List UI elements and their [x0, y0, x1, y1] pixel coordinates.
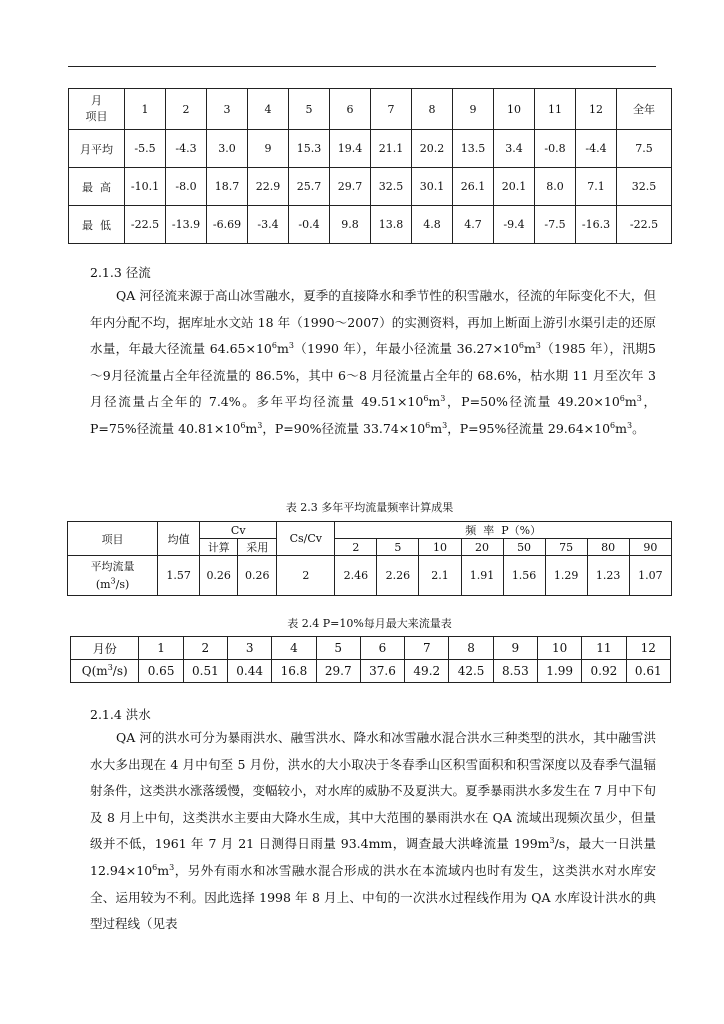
- table-header-row: [69, 89, 672, 130]
- table-cell: 9: [248, 130, 289, 168]
- text-span: (m: [95, 577, 111, 591]
- text-span: m: [523, 341, 536, 357]
- superscript: 3: [169, 862, 175, 872]
- table-cell: -0.4: [289, 206, 330, 244]
- section-heading-flood: 2.1.4 洪水: [90, 707, 151, 722]
- superscript: 6: [152, 862, 158, 872]
- text-span: m: [624, 394, 637, 410]
- table-cell: 1.07: [629, 556, 671, 596]
- month-header: 2: [166, 89, 207, 130]
- superscript: 3: [626, 420, 633, 430]
- superscript: 3: [110, 575, 116, 585]
- table-cell: 26.1: [453, 168, 494, 206]
- table-cell: 49.2: [405, 660, 449, 683]
- month-header: 4: [272, 637, 316, 660]
- table-cell: 13.8: [371, 206, 412, 244]
- table-cell: 18.7: [207, 168, 248, 206]
- table-cell: 0.44: [228, 660, 272, 683]
- superscript: 3: [535, 341, 541, 351]
- superscript: 3: [549, 836, 555, 846]
- table-cell: 4.7: [453, 206, 494, 244]
- text-span: /s): [112, 664, 128, 678]
- superscript: 6: [610, 420, 616, 430]
- superscript: 6: [423, 394, 429, 404]
- header-item: 项目: [68, 522, 158, 556]
- text-span: m: [428, 394, 441, 410]
- text-span: /s，最大一日洪量 12.94×10: [90, 836, 656, 878]
- table-cell: 42.5: [449, 660, 493, 683]
- corner-item-label: 项目: [85, 110, 108, 123]
- table-cell: -6.69: [207, 206, 248, 244]
- table-cell: 1.57: [158, 556, 200, 596]
- table-cell: -16.3: [576, 206, 617, 244]
- table-cell: 37.6: [360, 660, 404, 683]
- text-span: Q(m: [81, 664, 108, 678]
- month-header: 5: [289, 89, 330, 130]
- header-cs-cv: Cs/Cv: [277, 522, 335, 556]
- month-header: 7: [371, 89, 412, 130]
- frequency-table: [67, 521, 672, 596]
- table-cell: -3.4: [248, 206, 289, 244]
- freq-header: 90: [629, 539, 671, 556]
- month-header: 6: [360, 637, 404, 660]
- table-cell: 1.99: [537, 660, 581, 683]
- table-cell: 20.2: [412, 130, 453, 168]
- row-label: 最 高: [69, 168, 125, 206]
- table-cell: -22.5: [125, 206, 166, 244]
- table-cell: -9.4: [494, 206, 535, 244]
- table-cell: -5.5: [125, 130, 166, 168]
- superscript: 3: [288, 341, 294, 351]
- table-cell: 3.0: [207, 130, 248, 168]
- header-mean: 均值: [158, 522, 200, 556]
- superscript: 6: [240, 420, 246, 430]
- text-span: （1990 年），年最小径流量 36.27×10: [293, 341, 519, 357]
- table-cell: 16.8: [272, 660, 316, 683]
- table-cell: -4.4: [576, 130, 617, 168]
- table-cell: 1.23: [587, 556, 629, 596]
- text-span: m: [430, 420, 443, 436]
- table-cell: 0.26: [238, 556, 277, 596]
- table-cell: 7.5: [617, 130, 672, 168]
- month-header: 2: [183, 637, 227, 660]
- header-cv-calc: 计算: [200, 539, 238, 556]
- text-span: /s): [115, 577, 130, 591]
- header-frequency: 频 率 P（%）: [335, 522, 672, 539]
- table-cell: 8.0: [535, 168, 576, 206]
- table-corner-cell: [69, 89, 125, 130]
- table-cell: 0.65: [139, 660, 183, 683]
- row-label-line1: 平均流量: [90, 559, 135, 573]
- table-cell: 32.5: [371, 168, 412, 206]
- table-2-3-caption: 表 2.3 多年平均流量频率计算成果: [285, 501, 454, 514]
- month-header: 5: [316, 637, 360, 660]
- freq-header: 80: [587, 539, 629, 556]
- text-span: m: [615, 420, 627, 436]
- freq-header: 2: [335, 539, 377, 556]
- month-header: 8: [449, 637, 493, 660]
- superscript: 6: [425, 420, 431, 430]
- table-row: [69, 206, 672, 244]
- table-row: [69, 168, 672, 206]
- freq-header: 5: [377, 539, 419, 556]
- month-header: 3: [228, 637, 272, 660]
- flood-paragraph: [90, 725, 656, 938]
- month-header: 4: [248, 89, 289, 130]
- month-header: 9: [493, 637, 537, 660]
- superscript: 6: [271, 341, 277, 351]
- table-row: [68, 556, 672, 596]
- corner-month-label: 月: [91, 94, 102, 107]
- table-cell: -22.5: [617, 206, 672, 244]
- table-header-row: [71, 637, 671, 660]
- table-cell: -0.8: [535, 130, 576, 168]
- text-span: ，P=90%径流量 33.74×10: [262, 420, 426, 436]
- row-label-line2: [68, 576, 157, 594]
- row-label: [71, 660, 139, 683]
- table-cell: 13.5: [453, 130, 494, 168]
- table-2-4-caption: 表 2.4 P=10%每月最大来流量表: [287, 617, 452, 630]
- table-cell: 0.92: [582, 660, 626, 683]
- row-label: 月平均: [69, 130, 125, 168]
- text-span: QA 河的洪水可分为暴雨洪水、融雪洪水、降水和冰雪融水混合洪水三种类型的洪水，其中融雪洪水大多出现在 4 月中旬至 5 月份，洪水的大小取决于冬春季山区积雪面积和积雪深度以及春季气温辐射条件，这类洪水涨落缓慢，变幅较小，对水库的威胁不及夏洪大。夏季暴雨洪水多发生在 7 月中下旬及 8 月上中旬，这类洪水主要由大降水生成，其中大范围的暴雨洪水在 QA 流域出现频次虽少，但量级并不低，1961 年 7 月 21 日测得日雨量 93.4mm，调查最大洪峰流量 199m: [90, 730, 656, 852]
- table-cell: 7.1: [576, 168, 617, 206]
- max-flow-table: [70, 636, 671, 683]
- freq-header: 75: [545, 539, 587, 556]
- month-header: 10: [494, 89, 535, 130]
- header-rule: [68, 66, 656, 67]
- table-cell: 19.4: [330, 130, 371, 168]
- table-cell: 15.3: [289, 130, 330, 168]
- month-header: 8: [412, 89, 453, 130]
- table-cell: -4.3: [166, 130, 207, 168]
- table-cell: 1.29: [545, 556, 587, 596]
- table-cell: 30.1: [412, 168, 453, 206]
- month-header: 3: [207, 89, 248, 130]
- month-header: 11: [535, 89, 576, 130]
- superscript: 3: [257, 420, 263, 430]
- text-span: （1985 年），汛期5～9月径流量占全年径流量的 86.5%，其中 6～8 月径流量占全年的 68.6%，枯水期 11 月至次年 3 月径流量占全年的 7.4%。多年平均径流量 49.51×10: [90, 341, 656, 410]
- table-cell: 1.56: [503, 556, 545, 596]
- month-header: 9: [453, 89, 494, 130]
- month-header: 10: [537, 637, 581, 660]
- table-cell: -8.0: [166, 168, 207, 206]
- table-cell: 29.7: [316, 660, 360, 683]
- month-header: 1: [125, 89, 166, 130]
- superscript: 6: [619, 394, 625, 404]
- month-header: 11: [582, 637, 626, 660]
- text-span: ，P=95%径流量 29.64×10: [447, 420, 611, 436]
- superscript: 3: [636, 394, 642, 404]
- table-cell: 29.7: [330, 168, 371, 206]
- section-heading-runoff: 2.1.3 径流: [90, 265, 151, 280]
- header-month: 月份: [71, 637, 139, 660]
- table-cell: 4.8: [412, 206, 453, 244]
- text-span: 。: [632, 420, 645, 436]
- table-cell: 21.1: [371, 130, 412, 168]
- table-header-row: [68, 522, 672, 539]
- table-row: [71, 660, 671, 683]
- month-header: 12: [626, 637, 670, 660]
- freq-header: 20: [461, 539, 503, 556]
- text-span: ，另外有雨水和冰雪融水混合形成的洪水在本流域内也时有发生，这类洪水对水库安全、运用较为不利。因此选择 1998 年 8 月上、中旬的一次洪水过程线作用为 QA 水库设计洪水的典型过程线（见表: [90, 862, 656, 932]
- table-cell: 25.7: [289, 168, 330, 206]
- table-cell: 20.1: [494, 168, 535, 206]
- text-span: m: [157, 862, 170, 878]
- text-span: ，P=50%径流量 49.20×10: [445, 394, 620, 410]
- row-label: [68, 556, 158, 596]
- month-header: 6: [330, 89, 371, 130]
- month-header: 12: [576, 89, 617, 130]
- table-row: [69, 130, 672, 168]
- table-cell: -10.1: [125, 168, 166, 206]
- text-span: QA 河径流来源于高山冰雪融水，夏季的直接降水和季节性的积雪融水，径流的年际变化不大，但年内分配不均，据库址水文站 18 年（1990～2007）的实测资料，再加上断面上游引水渠引走的还原水量，年最大径流量 64.65×10: [90, 288, 656, 357]
- table-cell: 8.53: [493, 660, 537, 683]
- superscript: 6: [518, 341, 524, 351]
- header-cv: Cv: [200, 522, 277, 539]
- month-header: 1: [139, 637, 183, 660]
- superscript: 3: [440, 394, 446, 404]
- superscript: 3: [107, 663, 113, 672]
- text-span: m: [245, 420, 258, 436]
- text-span: m: [276, 341, 289, 357]
- text-span: ，P=75%径流量 40.81×10: [90, 394, 656, 436]
- table-cell: 22.9: [248, 168, 289, 206]
- table-cell: 9.8: [330, 206, 371, 244]
- table-cell: 2.46: [335, 556, 377, 596]
- month-header: 7: [405, 637, 449, 660]
- freq-header: 10: [419, 539, 461, 556]
- freq-header: 50: [503, 539, 545, 556]
- table-cell: 3.4: [494, 130, 535, 168]
- table-cell: 32.5: [617, 168, 672, 206]
- month-header: 全年: [617, 89, 672, 130]
- header-cv-adopt: 采用: [238, 539, 277, 556]
- table-cell: 0.26: [200, 556, 238, 596]
- table-cell: 1.91: [461, 556, 503, 596]
- table-cell: 2: [277, 556, 335, 596]
- table-cell: 2.1: [419, 556, 461, 596]
- temperature-table: [68, 88, 672, 244]
- table-cell: -13.9: [166, 206, 207, 244]
- superscript: 3: [442, 420, 448, 430]
- runoff-paragraph: [90, 283, 656, 443]
- row-label: 最 低: [69, 206, 125, 244]
- table-cell: 0.61: [626, 660, 670, 683]
- table-cell: 0.51: [183, 660, 227, 683]
- table-cell: -7.5: [535, 206, 576, 244]
- table-cell: 2.26: [377, 556, 419, 596]
